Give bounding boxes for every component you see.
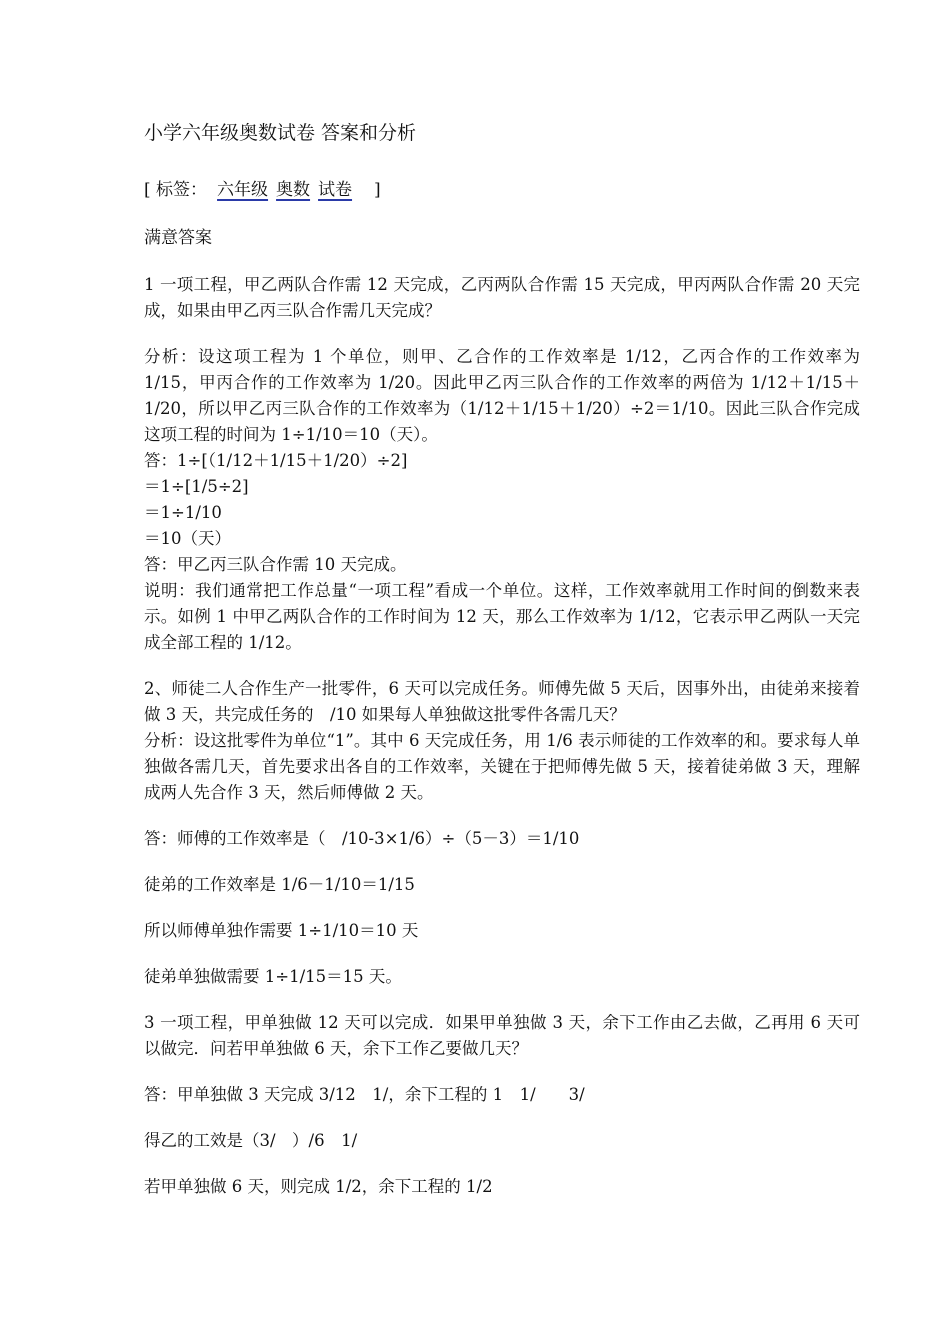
q3-answer-line: 答：甲单独做 3 天完成 3/12 1/，余下工程的 1 1/ 3/ xyxy=(144,1085,585,1104)
q2-analysis: 分析：设这批零件为单位“1”。其中 6 天完成任务，用 1/6 表示师徒的工作效率的和。要求每人单独做各需几天，首先要求出各自的工作效率，关键在于把师傅先做 5 天，接着徒弟做 3 天，理解成两人先合作 3 天，然后师傅做 2 天。 xyxy=(144,731,860,802)
q3-question: 3 一项工程，甲单独做 12 天可以完成．如果甲单独做 3 天，余下工作由乙去做，乙再用 6 天可以做完．问若甲单独做 6 天，余下工作乙要做几天？ xyxy=(144,1013,860,1058)
q2-answer-line: 徒弟单独做需要 1÷1/15＝15 天。 xyxy=(144,967,402,986)
q1-note: 说明：我们通常把工作总量“一项工程”看成一个单位。这样，工作效率就用工作时间的倒数来表示。如例 1 中甲乙两队合作的工作时间为 12 天，那么工作效率为 1/12，它表示甲乙两队一天完成全部工程的 1/12。 xyxy=(144,581,860,652)
tag-bar xyxy=(144,176,860,204)
q2-answer-line: 所以师傅单独作需要 1÷1/10＝10 天 xyxy=(144,921,419,940)
document-page xyxy=(144,118,860,1200)
tag-link-grade6[interactable]: 六年级 xyxy=(217,180,269,200)
tag-bar-open: [ 标签： xyxy=(144,180,208,200)
q1-answer-line: ＝10（天） xyxy=(144,529,231,548)
q1-answer-line: ＝1÷[1/5÷2] xyxy=(144,477,249,496)
q3-answer-line: 若甲单独做 6 天，则完成 1/2，余下工程的 1/2 xyxy=(144,1177,493,1196)
q1-analysis: 分析：设这项工程为 1 个单位，则甲、乙合作的工作效率是 1/12，乙丙合作的工作效率为 1/15，甲丙合作的工作效率为 1/20。因此甲乙丙三队合作的工作效率的两倍为 1/12＋1/15＋1/20，所以甲乙丙三队合作的工作效率为（1/12＋1/15＋1/20）÷2＝1/10。因此三队合作完成这项工程的时间为 1÷1/10＝10（天）。 xyxy=(144,347,860,444)
q2-answer-line: 徒弟的工作效率是 1/6－1/10＝1/15 xyxy=(144,875,415,894)
q1-answer-line: ＝1÷1/10 xyxy=(144,503,222,522)
tag-bar-close: ] xyxy=(374,180,381,200)
tag-link-exam[interactable]: 试卷 xyxy=(318,180,353,200)
document-title: 小学六年级奥数试卷 答案和分析 xyxy=(144,122,417,144)
q1-answer-line: 答：1÷[（1/12＋1/15＋1/20）÷2] xyxy=(144,451,408,470)
q1-answer-line: 答：甲乙丙三队合作需 10 天完成。 xyxy=(144,555,407,574)
q2-answer-line: 答：师傅的工作效率是（ /10-3×1/6）÷（5－3）＝1/10 xyxy=(144,829,580,848)
q2-question: 2、师徒二人合作生产一批零件，6 天可以完成任务。师傅先做 5 天后，因事外出，由徒弟来接着做 3 天，共完成任务的 /10 如果每人单独做这批零件各需几天？ xyxy=(144,679,860,724)
tag-link-olympiad[interactable]: 奥数 xyxy=(276,180,311,200)
q3-answer-line: 得乙的工效是（3/ ）/6 1/ xyxy=(144,1131,358,1150)
q1-question: 1 一项工程，甲乙两队合作需 12 天完成，乙丙两队合作需 15 天完成，甲丙两队合作需 20 天完成，如果由甲乙丙三队合作需几天完成？ xyxy=(144,275,860,320)
answer-heading: 满意答案 xyxy=(144,228,212,248)
